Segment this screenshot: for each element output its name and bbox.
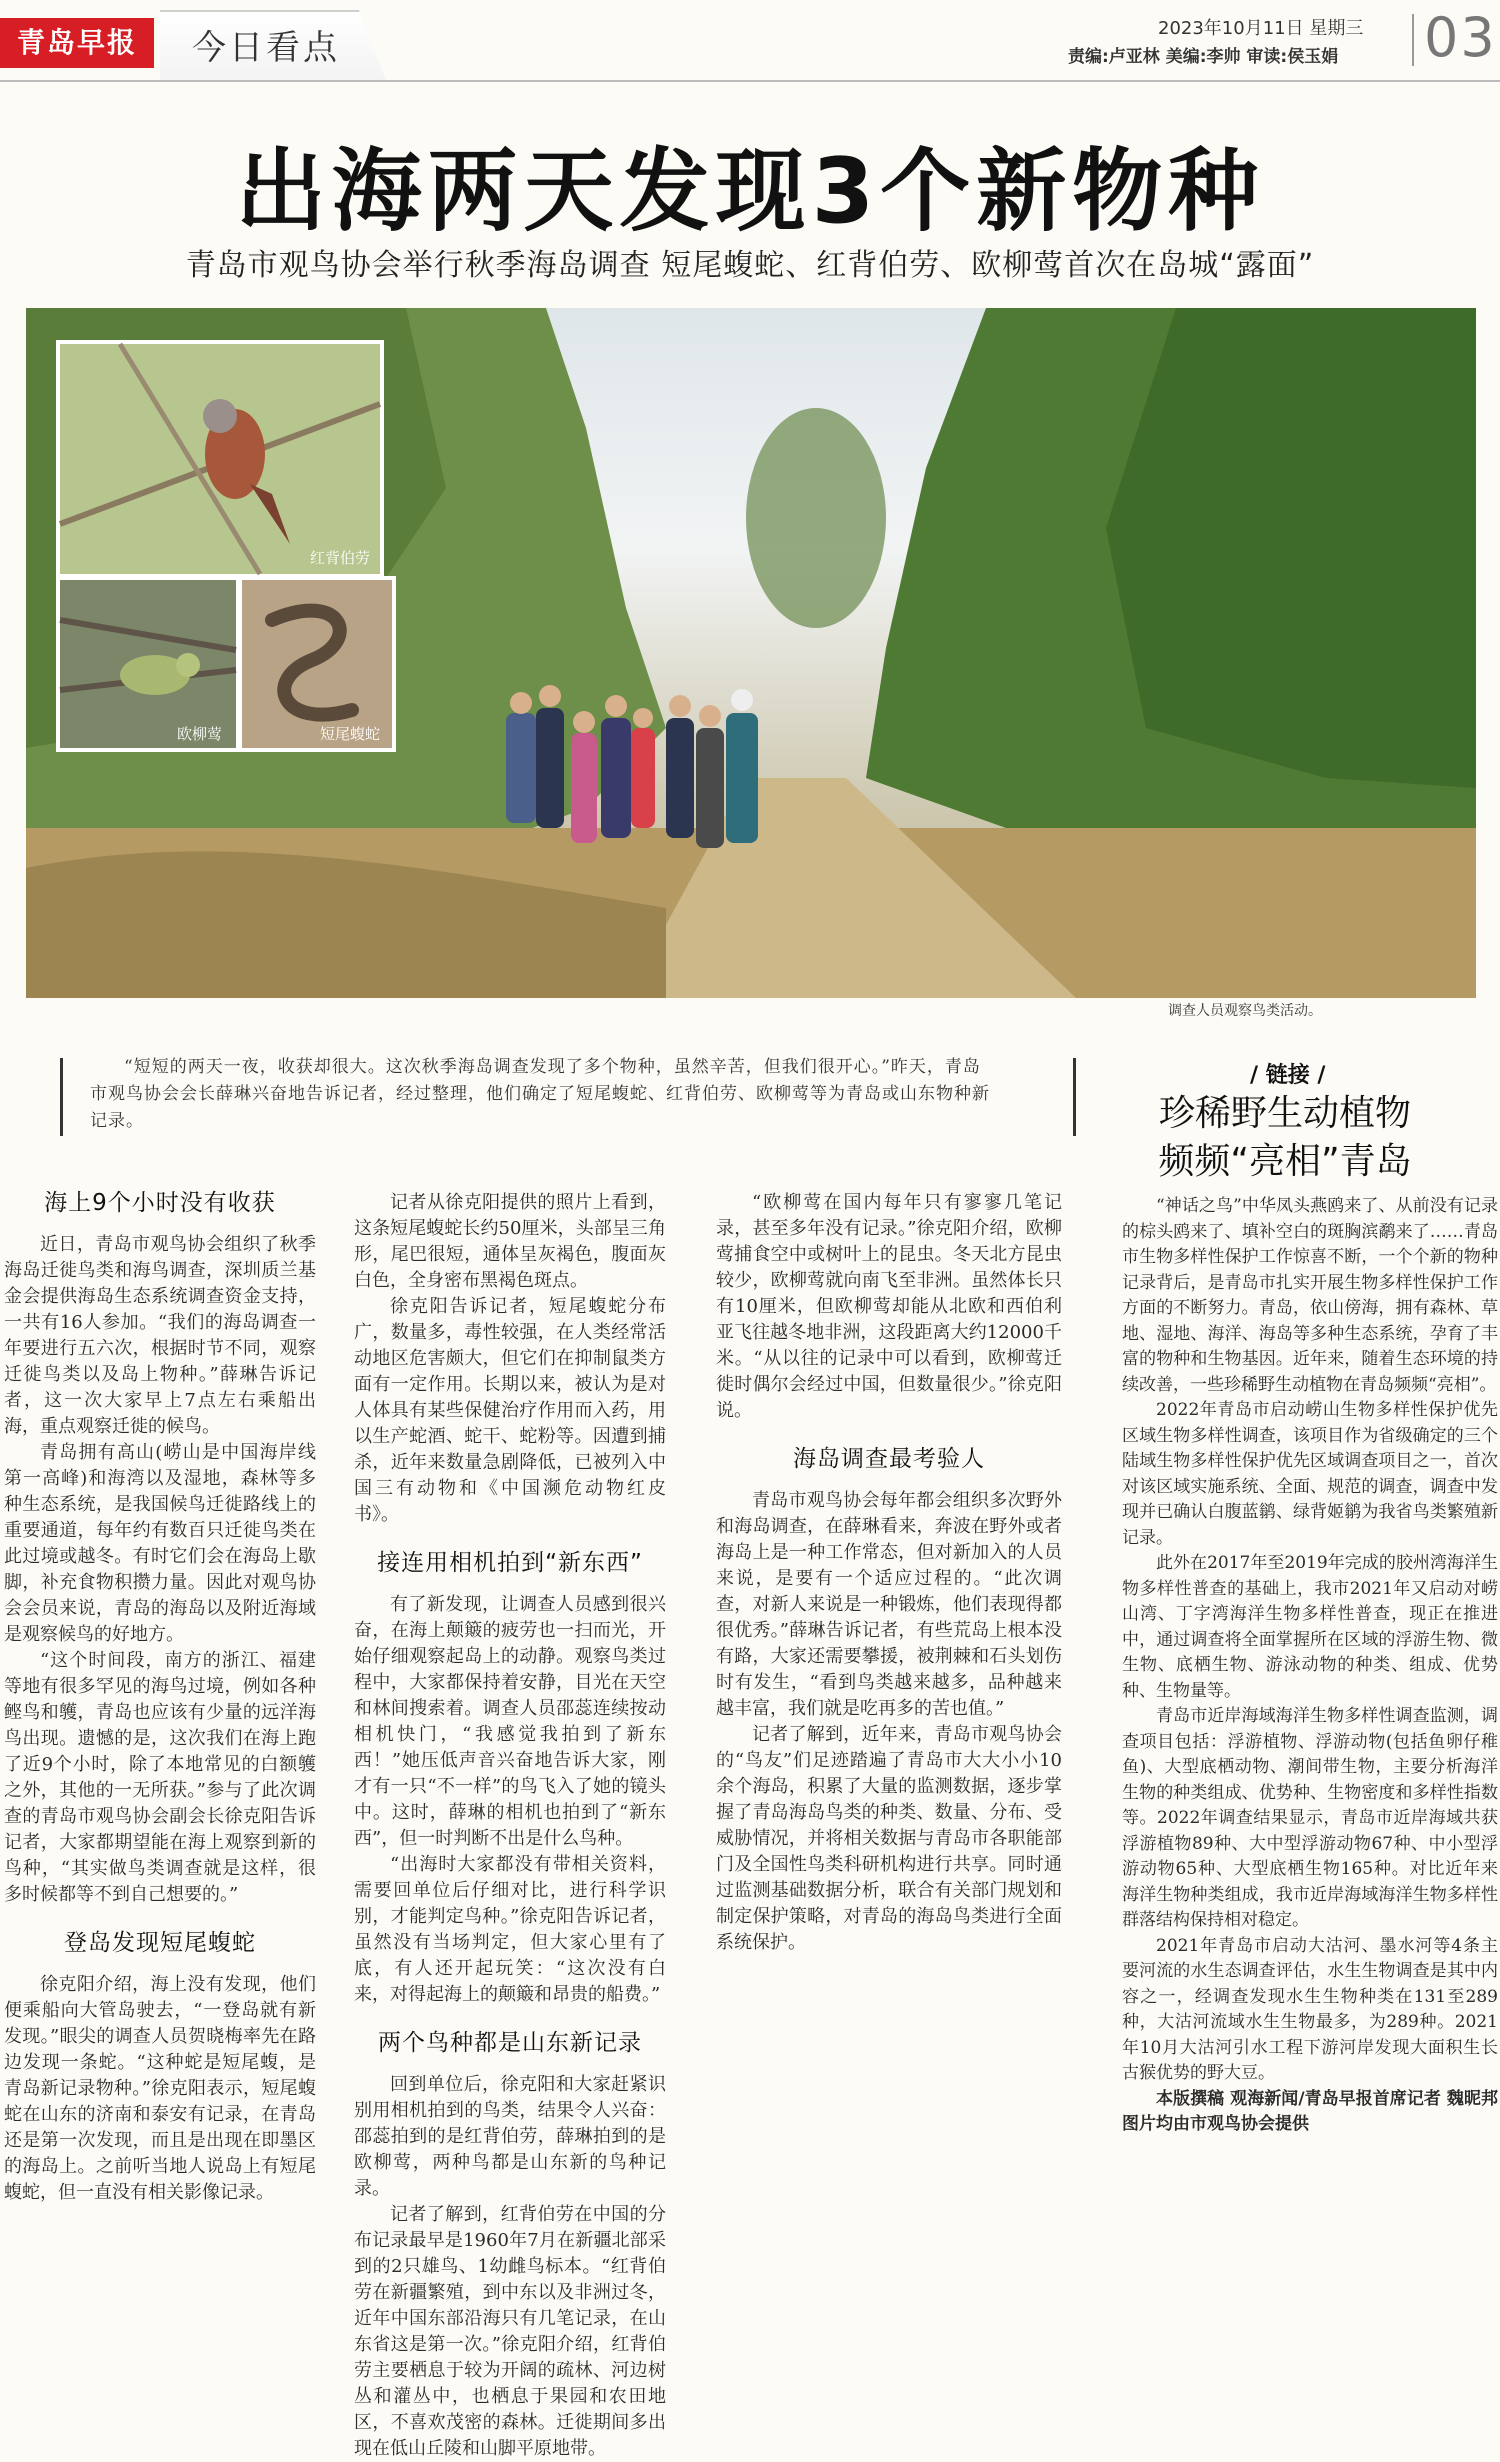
inset-photo-short-tailed-pit-viper [238, 576, 396, 752]
article-paragraph: 青岛市观鸟协会每年都会组织多次野外和海岛调查，在薛琳看来，奔波在野外或者海岛上是一种工作常态，但对新加入的人员来说，是要有一个适应过程的。“此次调查，对新人来说是一种锻炼，他们表现得都很优秀。”薛琳告诉记者，有些荒岛上根本没有路，大家还需要攀援，被荆棘和石头划伤时有发生，“看到鸟类越来越多，品种越来越丰富，我们就是吃再多的苦也值。” [716, 1490, 1062, 1719]
inset-label-shrike: 红背伯劳 [309, 549, 370, 567]
article-paragraph: “欧柳莺在国内每年只有寥寥几笔记录，甚至多年没有记录。”徐克阳介绍，欧柳莺捕食空中或树叶上的昆虫。冬天北方昆虫较少，欧柳莺就向南飞至非洲。虽然体长只有10厘米，但欧柳莺却能从北欧和西伯利亚飞往越冬地非洲，这段距离大约12000千米。“从以往的记录中可以看到，欧柳莺迁徙时偶尔会经过中国，但数量很少。”徐克阳说。 [716, 1192, 1062, 1421]
article-paragraph: 记者从徐克阳提供的照片上看到，这条短尾蝮蛇长约50厘米，头部呈三角形，尾巴很短，通体呈灰褐色，腹面灰白色，全身密布黑褐色斑点。 [354, 1192, 666, 1291]
lead-quote: “短短的两天一夜，收获却很大。这次秋季海岛调查发现了多个物种，虽然辛苦，但我们很开心。”昨天，青岛市观鸟协会会长薛琳兴奋地告诉记者，经过整理，他们确定了短尾蝮蛇、红背伯劳、欧柳莺等为青岛或山东物种新记录。 [90, 1057, 990, 1131]
article-column-2 [354, 1190, 666, 2459]
sidebar-paragraph: “神话之鸟”中华凤头燕鸥来了、从前没有记录的棕头鸥来了、填补空白的斑胸滨鹬来了……青岛市生物多样性保护工作惊喜不断，一个个新的物种记录背后，是青岛市扎实开展生物多样性保护工作方面的不断努力。青岛，依山傍海，拥有森林、草地、湿地、海洋、海岛等多种生态系统，孕育了丰富的物种和生物基因。近年来，随着生态环境的持续改善，一些珍稀野生动植物在青岛频频“亮相”。 [1122, 1196, 1498, 1395]
section-heading: 登岛发现短尾蝮蛇 [64, 1930, 256, 1956]
article-paragraph: 记者了解到，红背伯劳在中国的分布记录最早是1960年7月在新疆北部采到的2只雄鸟、1幼雌鸟标本。“红背伯劳在新疆繁殖，到中东以及非洲过冬，近年中国东部沿海只有几笔记录，在山东省这是第一次。”徐克阳介绍，红背伯劳主要栖息于较为开阔的疏林、河边树丛和灌丛中，也栖息于果园和农田地区，不喜欢茂密的森林。迁徙期间多出现在低山丘陵和山脚平原地带。 [354, 2204, 666, 2459]
sidebar-title-line-1: 珍稀野生动植物 [1158, 1093, 1411, 1134]
section-heading: 海岛调查最考验人 [793, 1446, 985, 1472]
main-photo-birdwatchers [26, 308, 1476, 998]
section-heading: 接连用相机拍到“新东西” [377, 1550, 643, 1576]
newspaper-logo: 青岛早报 [0, 18, 154, 68]
article-paragraph: 有了新发现，让调查人员感到很兴奋，在海上颠簸的疲劳也一扫而光，开始仔细观察起岛上的动静。观察鸟类过程中，大家都保持着安静，目光在天空和林间搜索着。调查人员邵蕊连续按动相机快门，“我感觉我拍到了新东西！”她压低声音兴奋地告诉大家，刚才有一只“不一样”的鸟飞入了她的镜头中。这时，薛琳的相机也拍到了“新东西”，但一时判断不出是什么鸟种。 [354, 1594, 666, 1849]
section-title: 今日看点 [192, 28, 340, 68]
article-column-1 [4, 1190, 316, 2240]
photo-caption: 调查人员观察鸟类活动。 [1168, 1003, 1322, 1019]
article-column-3 [716, 1190, 1062, 2240]
editor-credits: 责编:卢亚林 美编:李帅 审读:侯玉娟 [1068, 47, 1339, 67]
section-heading: 海上9个小时没有收获 [44, 1190, 276, 1216]
article-paragraph: 记者了解到，近年来，青岛市观鸟协会的“鸟友”们足迹踏遍了青岛市大大小小10余个海岛，积累了大量的监测数据，逐步掌握了青岛海岛鸟类的种类、数量、分布、受威胁情况，并将相关数据与青岛市各职能部门及全国性鸟类科研机构进行共享。同时通过监测基础数据分析，联合有关部门规划和制定保护策略，对青岛的海岛鸟类进行全面系统保护。 [716, 1724, 1062, 1953]
sidebar-paragraph: 2021年青岛市启动大沽河、墨水河等4条主要河流的水生态调查评估，水生生物调查是其中内容之一，经调查发现水生生物种类在131至289种，大沽河流域水生生物最多，为289种。2021年10月大沽河引水工程下游河岸发现大面积生长古猴优势的野大豆。 [1122, 1935, 1498, 2083]
sidebar-paragraph: 此外在2017年至2019年完成的胶州湾海洋生物多样性普查的基础上，我市2021年又启动对崂山湾、丁字湾海洋生物多样性普查，现正在推进中，通过调查将全面掌握所在区域的浮游生物、微生物、底栖生物、游泳动物的种类、组成、优势种、生物量等。 [1122, 1553, 1498, 1701]
article-paragraph: 徐克阳告诉记者，短尾蝮蛇分布广，数量多，毒性较强，在人类经常活动地区危害颇大，但它们在抑制鼠类方面有一定作用。长期以来，被认为是对人体具有某些保健治疗作用而入药，用以生产蛇酒、蛇干、蛇粉等。因遭到捕杀，近年来数量急剧降低，已被列入中国三有动物和《中国濒危动物红皮书》。 [354, 1296, 666, 1525]
article-paragraph: 徐克阳介绍，海上没有发现，他们便乘船向大管岛驶去，“一登岛就有新发现。”眼尖的调查人员贺晓梅率先在路边发现一条蛇。“这种蛇是短尾蝮，是青岛新记录物种。”徐克阳表示，短尾蝮蛇在山东的济南和泰安有记录，在青岛还是第一次发现，而且是出现在即墨区的海岛上。之前听当地人说岛上有短尾蝮蛇，但一直没有相关影像记录。 [4, 1974, 316, 2203]
inset-photo-red-backed-shrike [56, 340, 384, 578]
sidebar-paragraph: 青岛市近岸海域海洋生物多样性调查监测，调查项目包括：浮游植物、浮游动物(包括鱼卵仔稚鱼)、大型底栖动物、潮间带生物，主要分析海洋生物的种类组成、优势种、生物密度和多样性指数等。2022年调查结果显示，青岛市近岸海域共获浮游植物89种、大中型浮游动物67种、中小型浮游动物65种、大型底栖生物165种。对比近年来海洋生物种类组成，我市近岸海域海洋生物多样性群落结构保持相对稳定。 [1122, 1706, 1498, 1930]
page-number: 03 [1424, 6, 1497, 69]
article-paragraph: 近日，青岛市观鸟协会组织了秋季海岛迁徙鸟类和海鸟调查，深圳质兰基金会提供海岛生态系统调查资金支持，一共有16人参加。“我们的海岛调查一年要进行五六次，根据时节不同，观察迁徙鸟类以及岛上物种。”薛琳告诉记者，这一次大家早上7点左右乘船出海，重点观察迁徙的候鸟。 [4, 1234, 316, 1437]
article-paragraph: “这个时间段，南方的浙江、福建等地有很多罕见的海鸟过境，例如各种鲣鸟和鹱，青岛也应该有少量的远洋海鸟出现。遗憾的是，这次我们在海上跑了近9个小时，除了本地常见的白额鹱之外，其他的一无所获。”参与了此次调查的青岛市观鸟协会副会长徐克阳告诉记者，大家都期望能在海上观察到新的鸟种，“其实做鸟类调查就是这样，很多时候都等不到自己想要的。” [4, 1650, 316, 1905]
sidebar-paragraph: 2022年青岛市启动崂山生物多样性保护优先区域生物多样性调查，该项目作为省级确定的三个陆域生物多样性保护优先区域调查项目之一，首次对该区域实施系统、全面、规范的调查，调查中发现并已确认白腹蓝鹟、绿背姬鹟为我省鸟类繁殖新记录。 [1122, 1400, 1498, 1548]
inset-label-snake: 短尾蝮蛇 [319, 725, 380, 743]
inset-label-warbler: 欧柳莺 [176, 725, 222, 743]
header-rule [0, 80, 1500, 82]
sidebar-tag: / 链接 / [1250, 1063, 1326, 1088]
article-paragraph: “出海时大家都没有带相关资料，需要回单位后仔细对比，进行科学识别，才能判定鸟种。”徐克阳告诉记者，虽然没有当场判定，但大家心里有了底，有人还开起玩笑：“这次没有白来，对得起海上的颠簸和昂贵的船费。” [354, 1854, 666, 2005]
sidebar-title [1080, 1090, 1490, 1186]
issue-date: 2023年10月11日 星期三 [1158, 18, 1364, 39]
subheadline: 青岛市观鸟协会举行秋季海岛调查 短尾蝮蛇、红背伯劳、欧柳莺首次在岛城“露面” [185, 248, 1315, 283]
headline: 出海两天发现3个新物种 [235, 139, 1265, 244]
page-number-divider [1412, 14, 1414, 66]
article-paragraph: 青岛拥有高山(崂山是中国海岸线第一高峰)和海湾以及湿地，森林等多种生态系统，是我国候鸟迁徙路线上的重要通道，每年约有数百只迁徙鸟类在此过境或越冬。有时它们会在海岛上歇脚，补充食物积攒力量。因此对观鸟协会会员来说，青岛的海岛以及附近海域是观察候鸟的好地方。 [4, 1442, 316, 1645]
sidebar-column [1122, 1194, 1498, 2240]
sidebar-title-line-2: 频频“亮相”青岛 [1158, 1141, 1412, 1182]
inset-photo-willow-warbler [56, 576, 240, 752]
byline: 本版撰稿 观海新闻/青岛早报首席记者 魏昵邦 图片均由市观鸟协会提供 [1122, 2088, 1498, 2134]
section-heading: 两个鸟种都是山东新记录 [378, 2030, 642, 2056]
article-paragraph: 回到单位后，徐克阳和大家赶紧识别用相机拍到的鸟类，结果令人兴奋：邵蕊拍到的是红背伯劳，薛琳拍到的是欧柳莺，两种鸟都是山东新的鸟种记录。 [354, 2074, 666, 2199]
